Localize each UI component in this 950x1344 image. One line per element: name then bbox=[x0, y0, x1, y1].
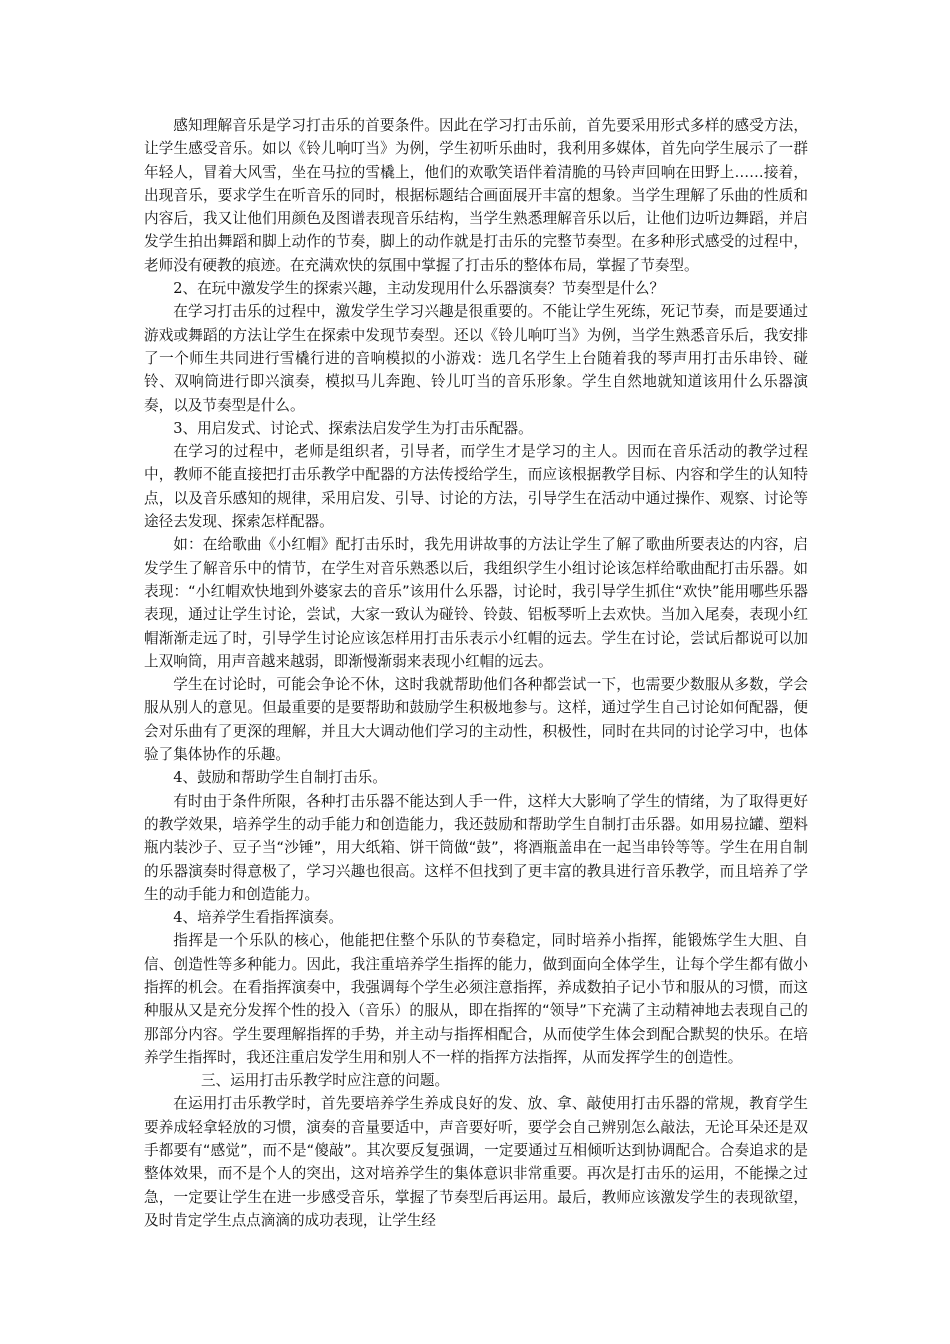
paragraph-5: 学生在讨论时，可能会争论不休，这时我就帮助他们各种都尝试一下，也需要少数服从多数，学会服从别人的意见。但最重要的是要帮助和鼓励学生积极地参与。这样，通过学生自己讨论如何配器，便会对乐曲有了更深的理解，并且大大调动他们学习的主动性，积极性，同时在共同的讨论学习中，也体验了集体协作的乐趣。 bbox=[144, 676, 808, 764]
paragraph-3: 在学习的过程中，老师是组织者，引导者，而学生才是学习的主人。因而在音乐活动的教学过程中，教师不能直接把打击乐教学中配器的方法传授给学生，而应该根据教学目标、内容和学生的认知特点，以及音乐感知的规律，采用启发、引导、讨论的方法，引导学生在活动中通过操作、观察、讨论等途径去发现、探索怎样配器。 bbox=[144, 443, 808, 531]
section-heading-part-3: 三、运用打击乐教学时应注意的问题。 bbox=[200, 1072, 450, 1090]
section-heading-3: 3、用启发式、讨论式、探索法启发学生为打击乐配器。 bbox=[173, 419, 533, 437]
section-heading-4a: 4、鼓励和帮助学生自制打击乐。 bbox=[173, 769, 387, 787]
document-body bbox=[144, 114, 808, 1232]
paragraph-7: 指挥是一个乐队的核心，他能把住整个乐队的节奏稳定，同时培养小指挥，能锻炼学生大胆、自信、创造性等多种能力。因此，我注重培养学生指挥的能力，做到面向全体学生，让每个学生都有做小指挥的机会。在看指挥演奏中，我强调每个学生必须注意指挥，养成数拍子记小节和服从的习惯，而这种服从又是充分发挥个性的投入（音乐）的服从，即在指挥的“领导”下充满了主动精神地去表现自己的那部分内容。学生要理解指挥的手势，并主动与指挥相配合，从而使学生体会到配合默契的快乐。在培养学生指挥时，我还注重启发学生用和别人不一样的指挥方法指挥，从而发挥学生的创造性。 bbox=[144, 932, 808, 1066]
paragraph-4: 如：在给歌曲《小红帽》配打击乐时，我先用讲故事的方法让学生了解了歌曲所要表达的内容，启发学生了解音乐中的情节，在学生对音乐熟悉以后，我组织学生小组讨论该怎样给歌曲配打击乐器。如表现：“小红帽欢快地到外婆家去的音乐”该用什么乐器，讨论时，我引导学生抓住“欢快”能用哪些乐器表现，通过让学生讨论，尝试，大家一致认为碰铃、铃鼓、铝板琴听上去欢快。当加入尾奏，表现小红帽渐渐走远了时，引导学生讨论应该怎样用打击乐表示小红帽的远去。学生在讨论，尝试后都说可以加上双响筒，用声音越来越弱，即渐慢渐弱来表现小红帽的远去。 bbox=[144, 536, 808, 670]
paragraph-6: 有时由于条件所限，各种打击乐器不能达到人手一件，这样大大影响了学生的情绪，为了取得更好的教学效果，培养学生的动手能力和创造能力，我还鼓励和帮助学生自制打击乐器。如用易拉罐、塑料瓶内装沙子、豆子当“沙锤”，用大纸箱、饼干筒做“鼓”，将酒瓶盖串在一起当串铃等等。学生在用自制的乐器演奏时得意极了，学习兴趣也很高。这样不但找到了更丰富的教具进行音乐教学，而且培养了学生的动手能力和创造能力。 bbox=[144, 792, 808, 903]
paragraph-1: 感知理解音乐是学习打击乐的首要条件。因此在学习打击乐前，首先要采用形式多样的感受方法，让学生感受音乐。如以《铃儿响叮当》为例，学生初听乐曲时，我利用多媒体，首先向学生展示了一群年轻人，冒着大风雪，坐在马拉的雪橇上，他们的欢歌笑语伴着清脆的马铃声回响在田野上……接着，出现音乐，要求学生在听音乐的同时，根据标题结合画面展开丰富的想象。当学生理解了乐曲的性质和内容后，我又让他们用颜色及图谱表现音乐结构，当学生熟悉理解音乐以后，让他们边听边舞蹈，并启发学生拍出舞蹈和脚上动作的节奏，脚上的动作就是打击乐的完整节奏型。在多种形式感受的过程中，老师没有硬教的痕迹。在充满欢快的氛围中掌握了打击乐的整体布局，掌握了节奏型。 bbox=[144, 117, 808, 274]
section-heading-2: 2、在玩中激发学生的探索兴趣，主动发现用什么乐器演奏？节奏型是什么？ bbox=[173, 280, 665, 298]
paragraph-2: 在学习打击乐的过程中，激发学生学习兴趣是很重要的。不能让学生死练，死记节奏，而是要通过游戏或舞蹈的方法让学生在探索中发现节奏型。还以《铃儿响叮当》为例，当学生熟悉音乐后，我安排了一个师生共同进行雪橇行进的音响模拟的小游戏：选几名学生上台随着我的琴声用打击乐串铃、碰铃、双响筒进行即兴演奏，模拟马儿奔跑、铃儿叮当的音乐形象。学生自然地就知道该用什么乐器演奏，以及节奏型是什么。 bbox=[144, 303, 808, 414]
paragraph-8: 在运用打击乐教学时，首先要培养学生养成良好的发、放、拿、敲使用打击乐器的常规，教育学生要养成轻拿轻放的习惯，演奏的音量要适中，声音要好听，要学会自己辨别怎么敲法，无论耳朵还是双手都要有“感觉”，而不是“傻敲”。其次要反复强调，一定要通过互相倾听达到协调配合。合奏追求的是整体效果，而不是个人的突出，这对培养学生的集体意识非常重要。再次是打击乐的运用，不能操之过急，一定要让学生在进一步感受音乐，掌握了节奏型后再运用。最后，教师应该激发学生的表现欲望，及时肯定学生点点滴滴的成功表现，让学生经 bbox=[144, 1095, 808, 1229]
section-heading-4b: 4、培养学生看指挥演奏。 bbox=[173, 909, 344, 927]
